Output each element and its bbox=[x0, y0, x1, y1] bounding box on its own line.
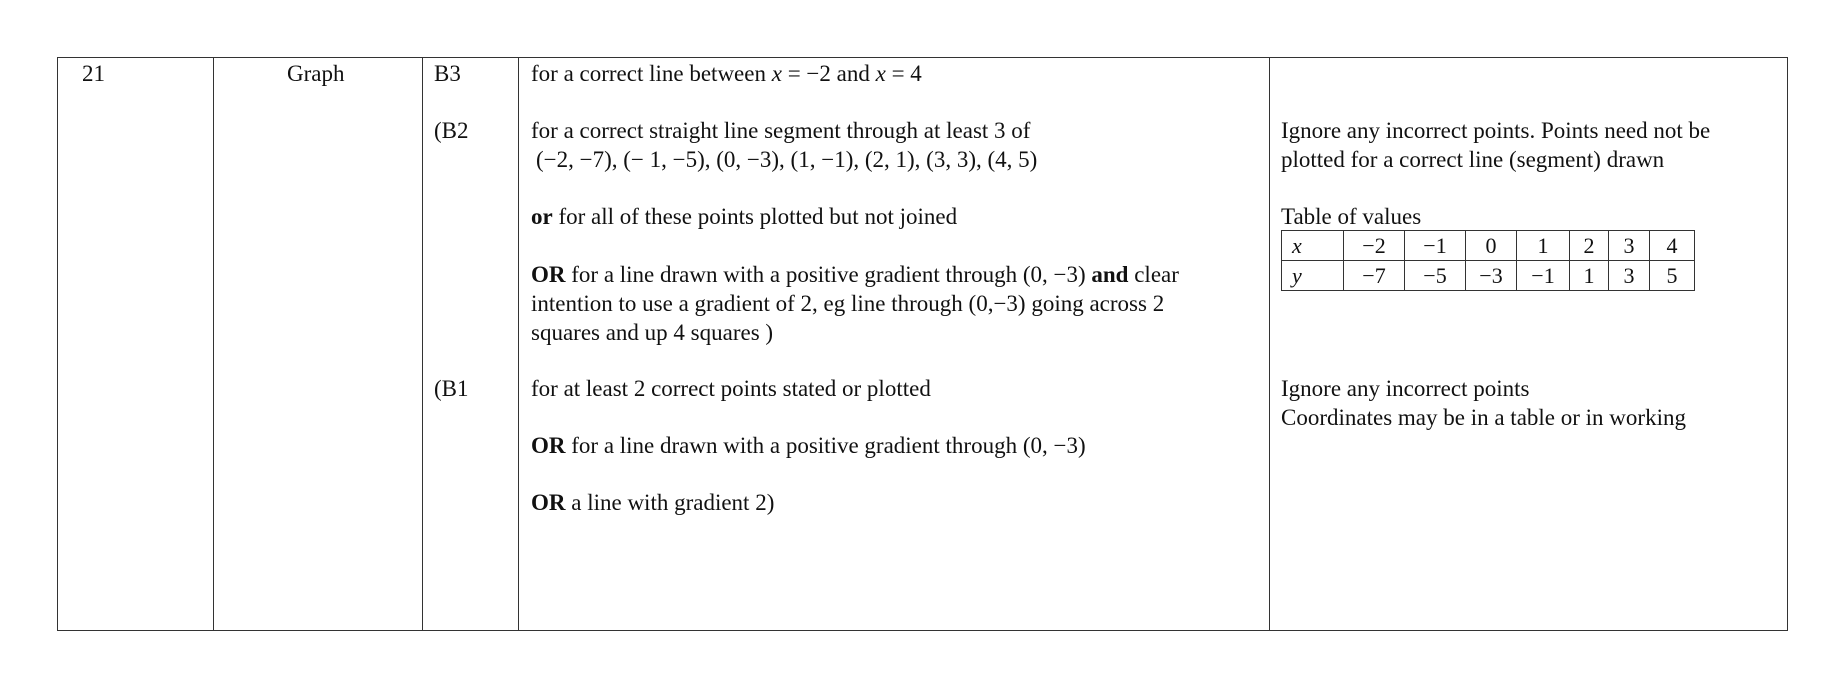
answer-text: Graph bbox=[287, 61, 345, 86]
b2-points-list: (−2, −7), (− 1, −5), (0, −3), (1, −1), (2, 1), (3, 3), (4, 5) bbox=[536, 147, 1038, 172]
b1-OR1-text: for a line drawn with a positive gradient through (0, −3) bbox=[565, 433, 1086, 458]
column-divider bbox=[518, 58, 519, 630]
y-value: −3 bbox=[1466, 261, 1517, 291]
x-value: 4 bbox=[1650, 231, 1695, 261]
b2-or-alternative bbox=[531, 202, 957, 231]
OR-keyword: OR bbox=[531, 433, 566, 458]
y-value: −5 bbox=[1405, 261, 1466, 291]
x-value: 1 bbox=[1517, 231, 1570, 261]
b3-x-variable-2: x bbox=[875, 61, 886, 86]
b2-or-text: for all of these points plotted but not joined bbox=[552, 204, 958, 229]
b2-OR-text-a: for a line drawn with a positive gradient through (0, −3) bbox=[565, 262, 1092, 287]
b2-OR-alternative-line2: intention to use a gradient of 2, eg line through (0,−3) going across 2 bbox=[531, 291, 1165, 316]
b3-text-b: = −2 and bbox=[781, 61, 876, 86]
y-value: 3 bbox=[1609, 261, 1650, 291]
y-value: −1 bbox=[1517, 261, 1570, 291]
question-number: 21 bbox=[82, 61, 105, 86]
b1-OR2-text: a line with gradient 2) bbox=[565, 490, 775, 515]
mark-code-b1: (B1 bbox=[434, 376, 469, 401]
b1-note-line1: Ignore any incorrect points bbox=[1281, 376, 1530, 401]
b3-x-variable: x bbox=[771, 61, 782, 86]
b1-OR-alternative-2 bbox=[531, 488, 774, 517]
b3-text-c: = 4 bbox=[885, 61, 922, 86]
b2-OR-text-b: clear bbox=[1128, 262, 1179, 287]
b1-note-line2: Coordinates may be in a table or in working bbox=[1281, 405, 1686, 430]
mark-code-b2: (B2 bbox=[434, 118, 469, 143]
b2-OR-alternative-line1 bbox=[531, 260, 1179, 289]
b2-description-line1: for a correct straight line segment through at least 3 of bbox=[531, 118, 1031, 143]
x-label: x bbox=[1282, 231, 1344, 261]
x-value: −1 bbox=[1405, 231, 1466, 261]
b1-description: for at least 2 correct points stated or plotted bbox=[531, 376, 931, 401]
y-value: −7 bbox=[1344, 261, 1405, 291]
b3-text-a: for a correct line between bbox=[531, 61, 772, 86]
b3-description bbox=[531, 59, 922, 88]
y-value: 1 bbox=[1570, 261, 1609, 291]
x-value: 3 bbox=[1609, 231, 1650, 261]
mark-code-b3: B3 bbox=[434, 61, 461, 86]
column-divider bbox=[422, 58, 423, 630]
b2-note-line2: plotted for a correct line (segment) drawn bbox=[1281, 147, 1665, 172]
x-value: 0 bbox=[1466, 231, 1517, 261]
b2-OR-alternative-line3: squares and up 4 squares ) bbox=[531, 320, 774, 345]
x-value: 2 bbox=[1570, 231, 1609, 261]
OR-keyword: OR bbox=[531, 262, 566, 287]
x-row bbox=[1282, 231, 1695, 261]
b1-OR-alternative-1 bbox=[531, 431, 1086, 460]
y-value: 5 bbox=[1650, 261, 1695, 291]
OR-keyword: OR bbox=[531, 490, 566, 515]
and-keyword: and bbox=[1091, 262, 1129, 287]
or-keyword: or bbox=[531, 204, 553, 229]
y-label: y bbox=[1282, 261, 1344, 291]
column-divider bbox=[1269, 58, 1270, 630]
column-divider bbox=[213, 58, 214, 630]
b2-note-line1: Ignore any incorrect points. Points need not be bbox=[1281, 118, 1711, 143]
x-value: −2 bbox=[1344, 231, 1405, 261]
table-of-values bbox=[1281, 230, 1695, 291]
table-of-values-title: Table of values bbox=[1281, 204, 1422, 229]
y-row bbox=[1282, 261, 1695, 291]
